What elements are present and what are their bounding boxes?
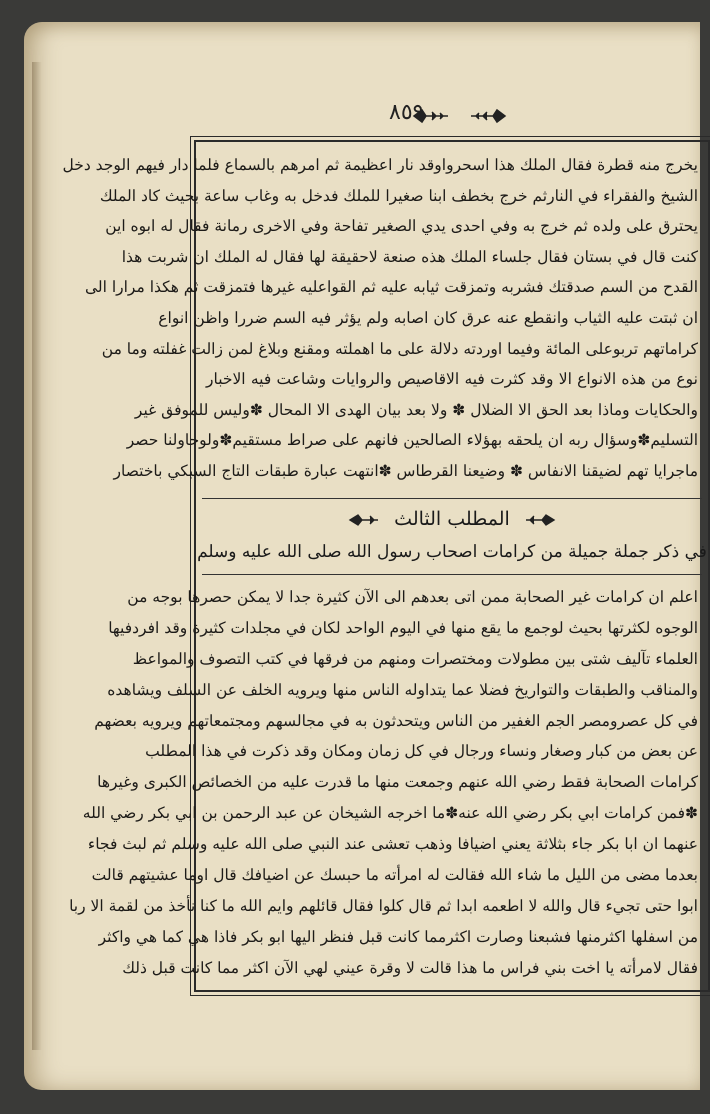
text-line: بعدما مضى من الليل ما شاء الله فقالت له امرأته ما حبسك عن اضيافك قال اوما عشيتهم قالت	[91, 866, 698, 885]
divider-bottom	[202, 574, 702, 575]
heading-ornament-icon	[348, 513, 382, 527]
text-line: عن بعض من كبار وصغار ونساء ورجال في كل زمان ومكان وقد ذكرت في هذا المطلب	[145, 742, 698, 761]
top-text-block	[62, 150, 698, 487]
text-line: ماجرايا تهم لضيقنا الانفاس ✽ وضيعنا القرطاس ✽انتهت عبارة طبقات التاج السبكي باختصار	[113, 461, 698, 480]
heading-ornament-icon	[522, 513, 556, 527]
text-line: ابوا حتى تجيء قال والله لا اطعمه ابدا ثم قال كلوا فقال قائلهم وايم الله ما كنا نأخذ من لقمة الا ربا	[69, 896, 698, 915]
text-line: كنت قال في بستان فقال جلساء الملك هذه صنعة لاحقيقة لها فقال له الملك ان شربت هذا	[121, 247, 698, 266]
text-line: والحكايات وماذا بعد الحق الا الضلال ✽ ولا بعد بيان الهدى الا المحال ✽وليس للموفق غير	[134, 400, 698, 419]
text-line: يخرج منه قطرة فقال الملك هذا اسحرواوقد نار اعظيمة ثم امرهم بالسماع فلما دار فيهم الوجد دخل	[62, 156, 698, 174]
text-frame	[62, 140, 710, 992]
section-heading	[196, 508, 708, 530]
text-line: نوع من هذه الانواع الا وقد كثرت فيه الاقاصيص والروايات وشاعت فيه الاخبار	[206, 370, 698, 389]
text-line: كراماتهم تربوعلى المائة وفيما اوردته دلالة على ما اهملته ومقنع وبلاغ لمن زالت غفلته وما من	[101, 339, 698, 358]
text-line: كرامات الصحابة فقط رضي الله عنهم وجمعت منها ما قدرت عليه من الخصائص الكبرى وغيرها	[97, 773, 698, 792]
text-line: الوجوه لكثرتها بحيث لوجمع ما يقع منها في اليوم الواحد لكان في مجلدات كثيرة وقد افردفيها	[108, 618, 698, 637]
section-heading-text: المطلب الثالث	[394, 508, 510, 530]
text-line: اعلم ان كرامات غير الصحابة ممن اتى بعدهم الى الآن كثيرة جدا لا يمكن حصرها بوجه من	[127, 588, 698, 606]
text-line: القدح من السم صدقتك فشربه وتمزقت ثيابه عليه ثم القواعليه غيرها فتمزقت ثم هكذا مرارا الى	[84, 278, 698, 297]
ornament-right-icon	[469, 108, 507, 124]
text-line: العلماء تآليف شتى بين مطولات ومختصرات ومنهم من فرقها في كتب التصوف والمواعظ	[132, 649, 698, 668]
book-page	[24, 22, 707, 1090]
divider-top	[202, 498, 702, 499]
page-number: ٨٥٩	[389, 100, 425, 125]
text-line: عنهما ان ابا بكر جاء بثلاثة يعني اضيافا وذهب تعشى عند النبي صلى الله عليه وسلم ثم لبث فجاء	[87, 835, 698, 854]
bottom-text-block	[69, 582, 698, 984]
text-line: التسليم✽وسؤال ربه ان يلحقه بهؤلاء الصالحين فانهم على صراط مستقيم✽ولوحاولنا حصر	[126, 431, 698, 450]
text-line: الشيخ والفقراء في النارثم خرج بخطف ابنا صغيرا للملك فدخل به وغاب ساعة بحيث كاد الملك	[99, 186, 698, 205]
text-line: في كل عصرومصر الجم الغفير من الناس ويتحدثون به في مجالسهم ومجتمعاتهم ويرويه بعضهم	[94, 711, 698, 730]
text-line: والمناقب والطبقات والتواريخ فضلا عما يتداوله الناس منها ويرويه الخلف عن السلف ويشاهده	[107, 680, 698, 699]
text-line: ✽فمن كرامات ابي بكر رضي الله عنه✽ما اخرجه الشيخان عن عبد الرحمن بن ابي بكر رضي الله	[82, 804, 698, 823]
section-subheading: في ذكر جملة جميلة من كرامات اصحاب رسول الله صلى الله عليه وسلم	[197, 542, 707, 562]
text-line: فقال لامرأته يا اخت بني فراس ما هذا قالت لا وقرة عيني لهي الآن اكثر مما كانت قبل ذلك	[122, 958, 698, 977]
text-line: يحترق على ولده ثم خرج به وفي احدى يدي الصغير تفاحة وفي الاخرى رمانة فقال له ابوه اين	[105, 217, 698, 236]
text-line: ان ثبتت عليه الثياب وانقطع عنه عرق كان اصابه ولم يؤثر فيه السم ضررا واظن انواع	[158, 308, 698, 327]
text-line: من اسفلها اكثرمنها فشبعنا وصارت اكثرمما كانت قبل فنظر اليها ابو بكر فاذا هي كما هي واكثر	[98, 927, 698, 946]
